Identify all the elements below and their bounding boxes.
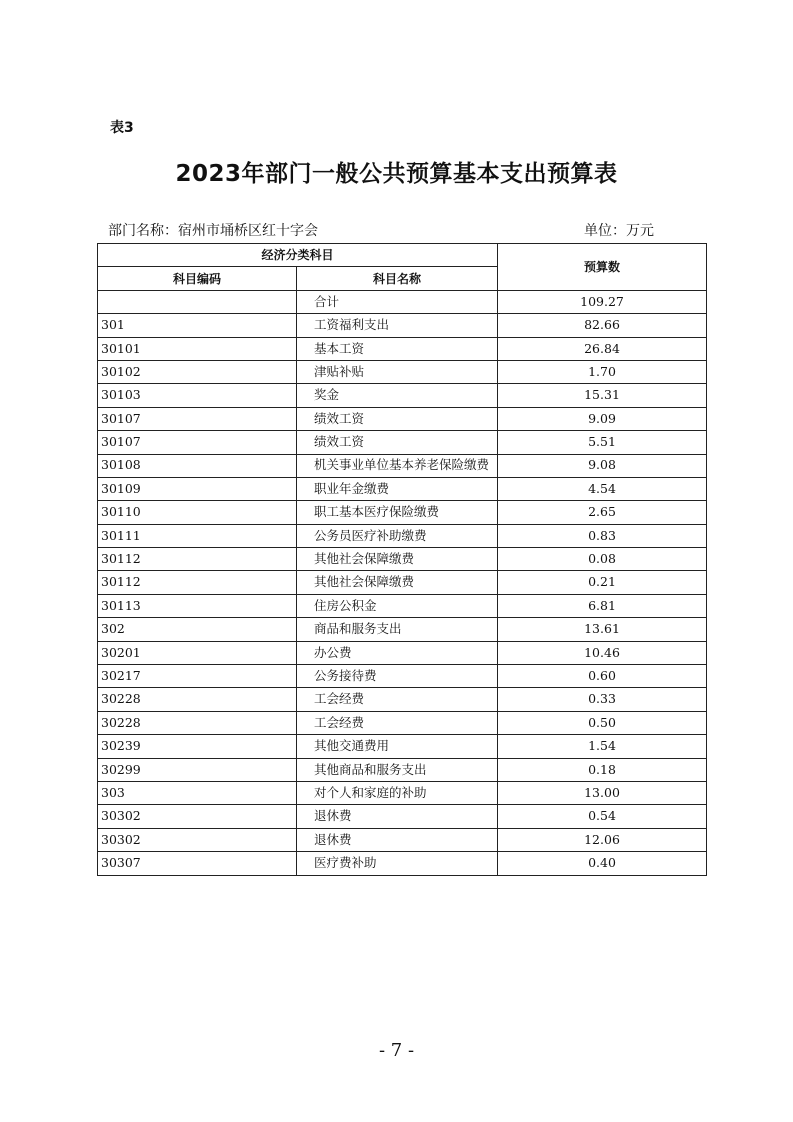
- cell-subject-name: 绩效工资: [297, 431, 498, 454]
- header-subject-code: 科目编码: [98, 267, 297, 290]
- cell-budget-amount: 26.84: [498, 337, 707, 360]
- header-row: [98, 244, 707, 267]
- cell-budget-amount: 0.21: [498, 571, 707, 594]
- cell-subject-code: 30110: [98, 501, 297, 524]
- cell-budget-amount: 0.83: [498, 524, 707, 547]
- department-name: 部门名称：宿州市埇桥区红十字会: [108, 223, 318, 239]
- unit-label: 单位：万元: [584, 223, 654, 239]
- table-row: [98, 688, 707, 711]
- table-row: [98, 501, 707, 524]
- cell-subject-name: 工资福利支出: [297, 314, 498, 337]
- cell-subject-code: 30307: [98, 852, 297, 875]
- cell-subject-name: 基本工资: [297, 337, 498, 360]
- cell-budget-amount: 0.33: [498, 688, 707, 711]
- cell-subject-name: 退休费: [297, 805, 498, 828]
- table-row: [98, 758, 707, 781]
- table-row: [98, 641, 707, 664]
- header-subject-name: 科目名称: [297, 267, 498, 290]
- cell-budget-amount: 13.00: [498, 781, 707, 804]
- table-row: [98, 618, 707, 641]
- cell-subject-name: 对个人和家庭的补助: [297, 781, 498, 804]
- table-row: [98, 781, 707, 804]
- cell-subject-code: 30299: [98, 758, 297, 781]
- budget-table: [97, 243, 707, 876]
- cell-subject-name: 绩效工资: [297, 407, 498, 430]
- cell-subject-code: 30217: [98, 665, 297, 688]
- table-row: [98, 711, 707, 734]
- cell-subject-name: 津贴补贴: [297, 360, 498, 383]
- header-economic-category: 经济分类科目: [98, 244, 498, 267]
- table-row: [98, 431, 707, 454]
- cell-budget-amount: 0.08: [498, 548, 707, 571]
- cell-budget-amount: 9.09: [498, 407, 707, 430]
- cell-budget-amount: 6.81: [498, 594, 707, 617]
- cell-budget-amount: 9.08: [498, 454, 707, 477]
- cell-budget-amount: 10.46: [498, 641, 707, 664]
- table-row: [98, 290, 707, 313]
- table-row: [98, 454, 707, 477]
- cell-subject-name: 职业年金缴费: [297, 477, 498, 500]
- cell-subject-code: 30103: [98, 384, 297, 407]
- table-row: [98, 665, 707, 688]
- cell-budget-amount: 0.60: [498, 665, 707, 688]
- cell-subject-code: 30101: [98, 337, 297, 360]
- cell-budget-amount: 109.27: [498, 290, 707, 313]
- cell-subject-name: 其他商品和服务支出: [297, 758, 498, 781]
- table-row: [98, 735, 707, 758]
- table-row: [98, 477, 707, 500]
- cell-subject-code: 30102: [98, 360, 297, 383]
- table-row: [98, 314, 707, 337]
- cell-budget-amount: 15.31: [498, 384, 707, 407]
- cell-subject-code: 30201: [98, 641, 297, 664]
- table-row: [98, 805, 707, 828]
- cell-budget-amount: 0.18: [498, 758, 707, 781]
- table-row: [98, 594, 707, 617]
- cell-subject-name: 商品和服务支出: [297, 618, 498, 641]
- cell-subject-name: 其他社会保障缴费: [297, 571, 498, 594]
- cell-budget-amount: 1.70: [498, 360, 707, 383]
- cell-subject-name: 医疗费补助: [297, 852, 498, 875]
- table-row: [98, 360, 707, 383]
- cell-subject-name: 其他社会保障缴费: [297, 548, 498, 571]
- cell-subject-name: 机关事业单位基本养老保险缴费: [297, 454, 498, 477]
- cell-budget-amount: 12.06: [498, 828, 707, 851]
- cell-subject-name: 公务接待费: [297, 665, 498, 688]
- cell-budget-amount: 4.54: [498, 477, 707, 500]
- cell-budget-amount: 0.40: [498, 852, 707, 875]
- table-row: [98, 548, 707, 571]
- cell-budget-amount: 13.61: [498, 618, 707, 641]
- cell-subject-code: 303: [98, 781, 297, 804]
- cell-subject-name: 其他交通费用: [297, 735, 498, 758]
- cell-subject-code: 30239: [98, 735, 297, 758]
- table-row: [98, 337, 707, 360]
- cell-subject-code: [98, 290, 297, 313]
- cell-subject-code: 30228: [98, 711, 297, 734]
- table-row: [98, 852, 707, 875]
- cell-subject-code: 30302: [98, 805, 297, 828]
- cell-subject-code: 302: [98, 618, 297, 641]
- page-title: 2023年部门一般公共预算基本支出预算表: [175, 161, 618, 187]
- table-row: [98, 524, 707, 547]
- cell-subject-code: 30109: [98, 477, 297, 500]
- cell-budget-amount: 5.51: [498, 431, 707, 454]
- cell-subject-name: 工会经费: [297, 688, 498, 711]
- cell-budget-amount: 1.54: [498, 735, 707, 758]
- cell-budget-amount: 0.54: [498, 805, 707, 828]
- cell-subject-name: 住房公积金: [297, 594, 498, 617]
- cell-subject-code: 30228: [98, 688, 297, 711]
- cell-subject-name: 退休费: [297, 828, 498, 851]
- cell-subject-code: 30112: [98, 571, 297, 594]
- cell-subject-code: 30108: [98, 454, 297, 477]
- cell-budget-amount: 2.65: [498, 501, 707, 524]
- cell-subject-code: 30302: [98, 828, 297, 851]
- page-number: - 7 -: [378, 1040, 415, 1061]
- cell-subject-code: 30112: [98, 548, 297, 571]
- table-row: [98, 571, 707, 594]
- table-row: [98, 384, 707, 407]
- cell-budget-amount: 82.66: [498, 314, 707, 337]
- table-row: [98, 828, 707, 851]
- table-row: [98, 407, 707, 430]
- table-label: 表3: [110, 120, 134, 136]
- cell-subject-name: 职工基本医疗保险缴费: [297, 501, 498, 524]
- cell-subject-code: 30107: [98, 431, 297, 454]
- cell-subject-name: 合计: [297, 290, 498, 313]
- table-header: [98, 244, 707, 291]
- cell-subject-code: 30107: [98, 407, 297, 430]
- cell-subject-code: 301: [98, 314, 297, 337]
- cell-subject-name: 公务员医疗补助缴费: [297, 524, 498, 547]
- cell-subject-name: 奖金: [297, 384, 498, 407]
- cell-subject-name: 办公费: [297, 641, 498, 664]
- cell-subject-code: 30113: [98, 594, 297, 617]
- cell-budget-amount: 0.50: [498, 711, 707, 734]
- cell-subject-code: 30111: [98, 524, 297, 547]
- table-body: [98, 290, 707, 875]
- cell-subject-name: 工会经费: [297, 711, 498, 734]
- header-budget-amount: 预算数: [498, 244, 707, 291]
